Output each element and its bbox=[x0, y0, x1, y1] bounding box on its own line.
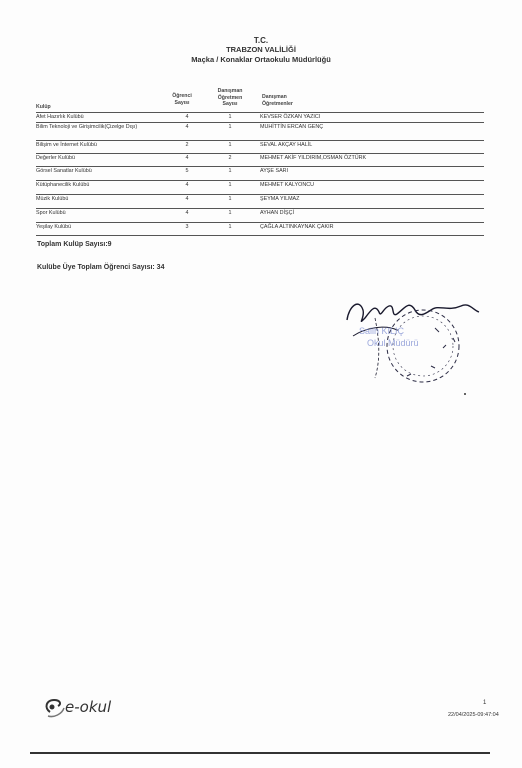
bottom-rule bbox=[30, 752, 490, 754]
advisor-names: MEHMET KALYONCU bbox=[260, 182, 315, 188]
advisor-names: SEVAL AKÇAY HALİL bbox=[260, 142, 313, 148]
advisor-count: 1 bbox=[228, 224, 232, 230]
student-count: 4 bbox=[185, 182, 189, 188]
page-number: 1 bbox=[483, 700, 487, 706]
student-count: 5 bbox=[185, 168, 189, 174]
student-count: 4 bbox=[185, 196, 189, 202]
header-line-2: TRABZON VALİLİĞİ bbox=[226, 45, 296, 54]
club-name: Bilişim ve İnternet Kulübü bbox=[36, 142, 97, 148]
advisor-count: 1 bbox=[228, 182, 232, 188]
table-row bbox=[36, 113, 484, 123]
advisor-count: 1 bbox=[228, 168, 232, 174]
club-name: Bilim Teknoloji ve Girişimcilik(Çizelge Dışı) bbox=[36, 124, 138, 130]
student-count: 4 bbox=[185, 114, 189, 120]
col-header-students-line1: Öğrenci bbox=[172, 93, 192, 99]
stamp-title: Okul Müdürü bbox=[367, 338, 419, 348]
table-row bbox=[36, 209, 484, 223]
col-header-advisor-count bbox=[210, 88, 250, 108]
student-count: 4 bbox=[185, 155, 189, 161]
col-header-advisor-count-line1: Danışman bbox=[217, 88, 243, 94]
advisor-names: KEVSER ÖZKAN YAZICI bbox=[260, 114, 321, 120]
advisor-names: MUHİTTİN ERCAN GENÇ bbox=[260, 124, 324, 130]
advisor-count: 1 bbox=[228, 114, 232, 120]
student-count: 4 bbox=[185, 210, 189, 216]
advisor-names: ŞEYMA YILMAZ bbox=[260, 196, 300, 202]
club-name: Değerler Kulübü bbox=[36, 155, 75, 161]
table-row bbox=[36, 167, 484, 181]
col-header-advisors-line1: Danışman bbox=[262, 94, 287, 100]
print-timestamp: 22/04/2025-09:47:04 bbox=[448, 712, 499, 718]
table-row bbox=[36, 223, 484, 236]
advisor-count: 1 bbox=[228, 124, 232, 130]
total-clubs: Toplam Kulüp Sayısı:9 bbox=[37, 241, 112, 248]
col-header-students bbox=[166, 93, 198, 106]
eokul-logo-text: e-okul bbox=[65, 698, 112, 716]
club-name: Görsel Sanatlar Kulübü bbox=[36, 168, 92, 174]
header-line-1: T.C. bbox=[253, 36, 269, 45]
student-count: 4 bbox=[185, 124, 189, 130]
advisor-count: 1 bbox=[228, 142, 232, 148]
total-students: Kulübe Üye Toplam Öğrenci Sayısı: 34 bbox=[37, 264, 165, 271]
col-header-advisors-line2: Öğretmenler bbox=[262, 100, 293, 107]
club-name: Yeşilay Kulübü bbox=[36, 224, 72, 230]
advisor-count: 1 bbox=[228, 210, 232, 216]
student-count: 3 bbox=[185, 224, 189, 230]
advisor-count: 1 bbox=[228, 196, 232, 202]
student-count: 2 bbox=[185, 142, 189, 148]
advisor-names: AYŞE SARI bbox=[260, 168, 289, 174]
advisor-names: MEHMET AKİF YILDIRIM,OSMAN ÖZTÜRK bbox=[260, 155, 367, 161]
advisor-count: 2 bbox=[228, 155, 232, 161]
advisor-names: ÇAĞLA ALTINKAYNAK ÇAKIR bbox=[260, 224, 334, 230]
club-name: Kütüphanecilik Kulübü bbox=[36, 182, 90, 188]
table-row bbox=[36, 123, 484, 141]
club-name: Afet Hazırlık Kulübü bbox=[36, 114, 84, 120]
table-row bbox=[36, 141, 484, 154]
col-header-advisor-count-line2: Öğretmen bbox=[217, 94, 243, 101]
advisor-names: AYHAN DİŞÇİ bbox=[260, 210, 295, 216]
club-name: Müzik Kulübü bbox=[36, 196, 69, 202]
col-header-club: Kulüp bbox=[36, 104, 51, 110]
stamp-name: Salih KILIÇ bbox=[359, 326, 405, 336]
header-line-3: Maçka / Konaklar Ortaokulu Müdürlüğü bbox=[191, 55, 331, 64]
col-header-advisor-count-line3: Sayısı bbox=[222, 101, 238, 107]
table-row bbox=[36, 181, 484, 195]
signature-stamp bbox=[335, 288, 485, 398]
col-header-advisors bbox=[262, 94, 293, 107]
club-name: Spor Kulübü bbox=[36, 210, 66, 216]
col-header-students-line2: Sayısı bbox=[174, 99, 190, 106]
table-row bbox=[36, 154, 484, 167]
table-row bbox=[36, 195, 484, 209]
club-table bbox=[36, 113, 484, 236]
